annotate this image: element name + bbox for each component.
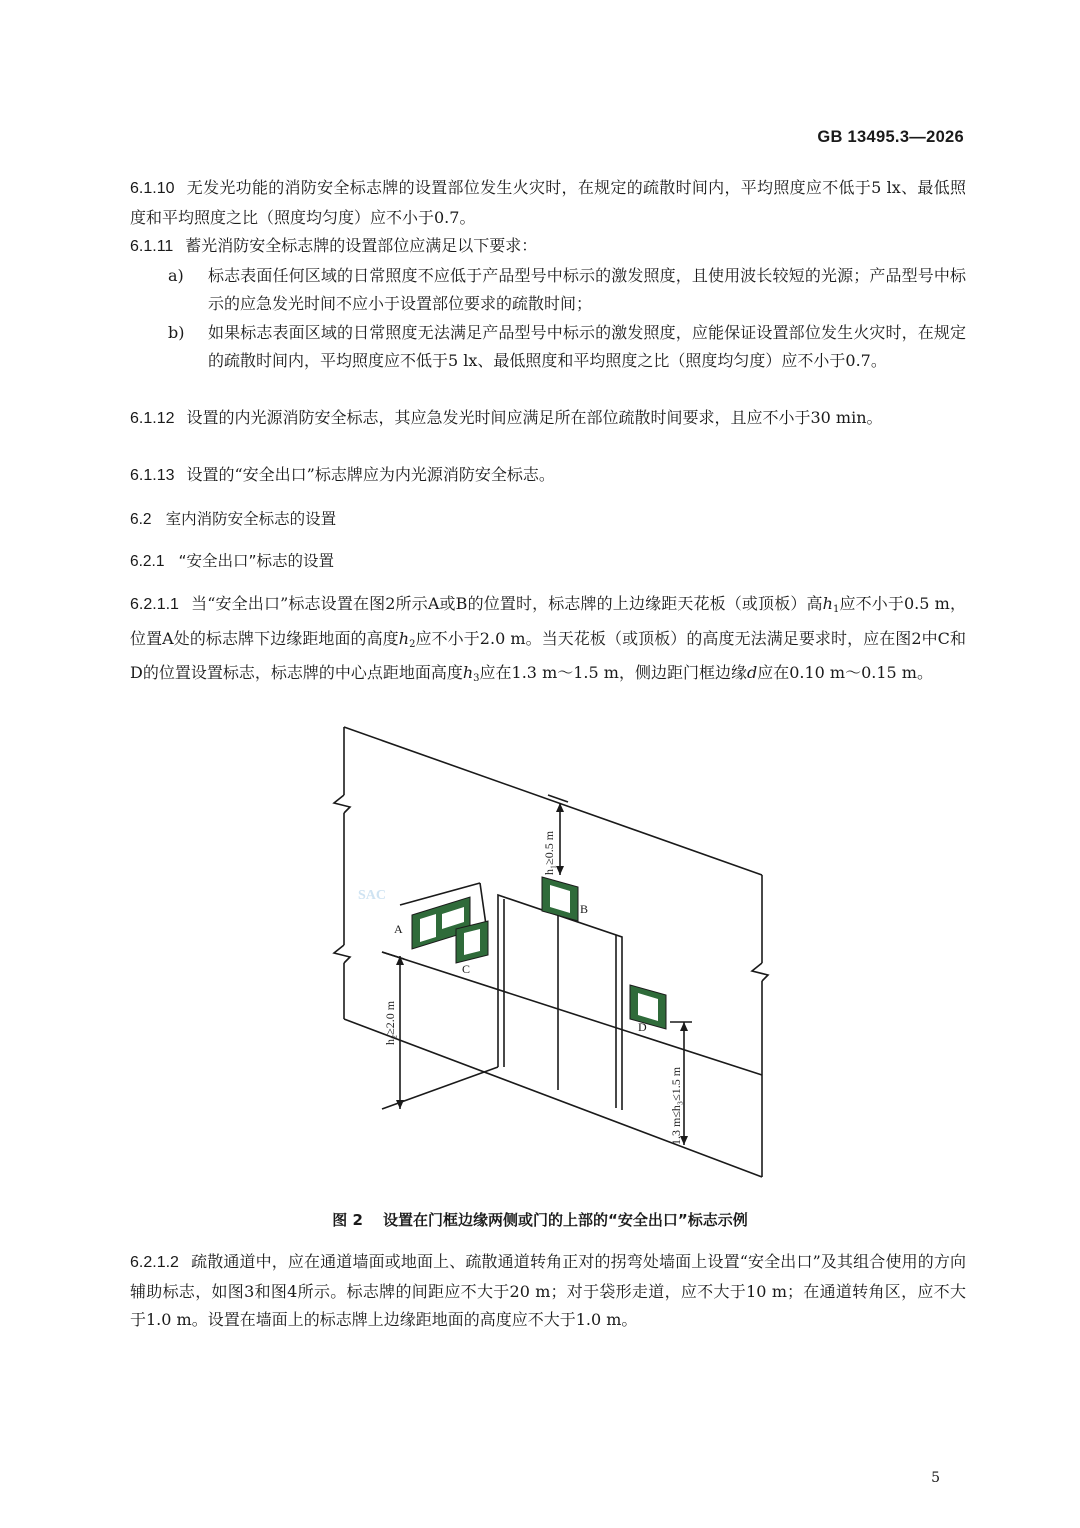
clause-number: 6.1.13 — [130, 467, 175, 484]
label-c: C — [462, 962, 471, 976]
variable-h: h — [822, 594, 833, 613]
clause-text: 无发光功能的消防安全标志牌的设置部位发生火灾时，在规定的疏散时间内，平均照度应不低于5 lx、最低照度和平均照度之比（照度均匀度）应不小于0.7。 — [130, 178, 966, 227]
sign-b — [542, 877, 588, 921]
dimension-label-h3: 1.3 m≤h₃≤1.5 m — [669, 1066, 683, 1145]
list-item-text: 标志表面任何区域的日常照度不应低于产品型号中标示的激发照度，且使用波长较短的光源；产品型号中标示的应急发光时间不应小于设置部位要求的疏散时间； — [208, 265, 966, 313]
clause-6-1-12 — [130, 404, 966, 434]
standard-number: GB 13495.3—2026 — [817, 128, 964, 146]
subscript: 3 — [473, 673, 480, 684]
clause-text-part: 应不小于0.5 m，位置A处的标志牌下边缘距地面的高度 — [130, 594, 966, 648]
sign-c — [456, 921, 488, 976]
clause-6-1-10 — [130, 174, 966, 232]
variable-d: d — [746, 663, 758, 682]
section-number: 6.2 — [130, 511, 152, 528]
clause-number: 6.2.1.2 — [130, 1254, 179, 1271]
clause-text-part: 应不小于2.0 m。当天花板（或顶板）的高度无法满足要求时，应在图2中C和D的位置设置标志，标志牌的中心点距地面高度 — [130, 628, 966, 682]
clause-number: 6.1.10 — [130, 180, 175, 197]
subscript: 1 — [832, 604, 840, 615]
list-item-label: a) — [168, 265, 184, 285]
list-item-label: b) — [168, 322, 185, 342]
exit-sign-placement-diagram — [320, 715, 790, 1195]
label-a: A — [394, 922, 403, 936]
label-b: B — [580, 902, 589, 916]
clause-text: 蓄光消防安全标志牌的设置部位应满足以下要求： — [185, 236, 538, 255]
running-man-icon — [464, 929, 480, 955]
clause-6-2-1-2 — [130, 1248, 966, 1335]
subscript: 2 — [409, 638, 416, 650]
dimension-h2 — [382, 952, 498, 1109]
clause-6-1-11 — [130, 232, 966, 376]
clause-text: 疏散通道中，应在通道墙面或地面上、疏散通道转角正对的拐弯处墙面上设置“安全出口”及其组合使用的方向辅助标志，如图3和图4所示。标志牌的间距应不大于20 m；对于袋形走道，应不大于10 m；在通道转角区，应不大于1.0 m。设置在墙面上的标志牌上边缘距地面的高度应不大于1.0 m。 — [130, 1252, 966, 1329]
figure-title: 设置在门框边缘两侧或门的上部的“安全出口”标志示例 — [382, 1211, 748, 1229]
variable-h: h — [462, 663, 474, 682]
page-number: 5 — [931, 1470, 940, 1486]
section-number: 6.2.1 — [130, 553, 165, 570]
section-title: 室内消防安全标志的设置 — [165, 510, 337, 528]
section-6-2-1-heading — [130, 547, 966, 577]
list-item-b — [130, 319, 966, 376]
clause-text: 设置的“安全出口”标志牌应为内光源消防安全标志。 — [186, 465, 555, 484]
door-frame — [498, 895, 622, 1110]
sign-d — [630, 985, 666, 1034]
wall-outline — [334, 727, 768, 1177]
sac-watermark: SAC — [358, 888, 387, 903]
figure-2-caption — [0, 1209, 1080, 1230]
dimension-h1 — [542, 795, 568, 875]
section-title: “安全出口”标志的设置 — [178, 552, 335, 570]
clause-6-1-13 — [130, 461, 966, 491]
dimension-label-h1: h₁≥0.5 m — [542, 830, 556, 875]
dimension-h3 — [669, 1022, 692, 1145]
clause-text-part: 当“安全出口”标志设置在图2所示A或B的位置时，标志牌的上边缘距天花板（或顶板）高 — [190, 594, 823, 613]
label-d: D — [638, 1020, 647, 1034]
clause-number: 6.2.1.1 — [130, 596, 179, 613]
list-item-text: 如果标志表面区域的日常照度无法满足产品型号中标示的激发照度，应能保证设置部位发生火灾时，在规定的疏散时间内，平均照度应不低于5 lx、最低照度和平均照度之比（照度均匀度）应不小于0.7。 — [208, 322, 966, 370]
clause-number: 6.1.12 — [130, 410, 175, 427]
dimension-label-h2: h₂≥2.0 m — [383, 1000, 397, 1045]
figure-number: 图 2 — [332, 1211, 363, 1229]
section-6-2-heading — [130, 505, 966, 535]
clause-text: 设置的内光源消防安全标志，其应急发光时间应满足所在部位疏散时间要求，且应不小于30 min。 — [186, 408, 883, 427]
figure-2 — [320, 715, 790, 1195]
list-item-a — [130, 262, 966, 319]
variable-h: h — [398, 628, 410, 648]
clause-number: 6.1.11 — [130, 238, 174, 255]
clause-text-part: 应在1.3 m～1.5 m，侧边距门框边缘 — [479, 663, 747, 682]
clause-6-2-1-1 — [130, 590, 966, 694]
clause-text-part: 应在0.10 m～0.15 m。 — [757, 663, 933, 682]
